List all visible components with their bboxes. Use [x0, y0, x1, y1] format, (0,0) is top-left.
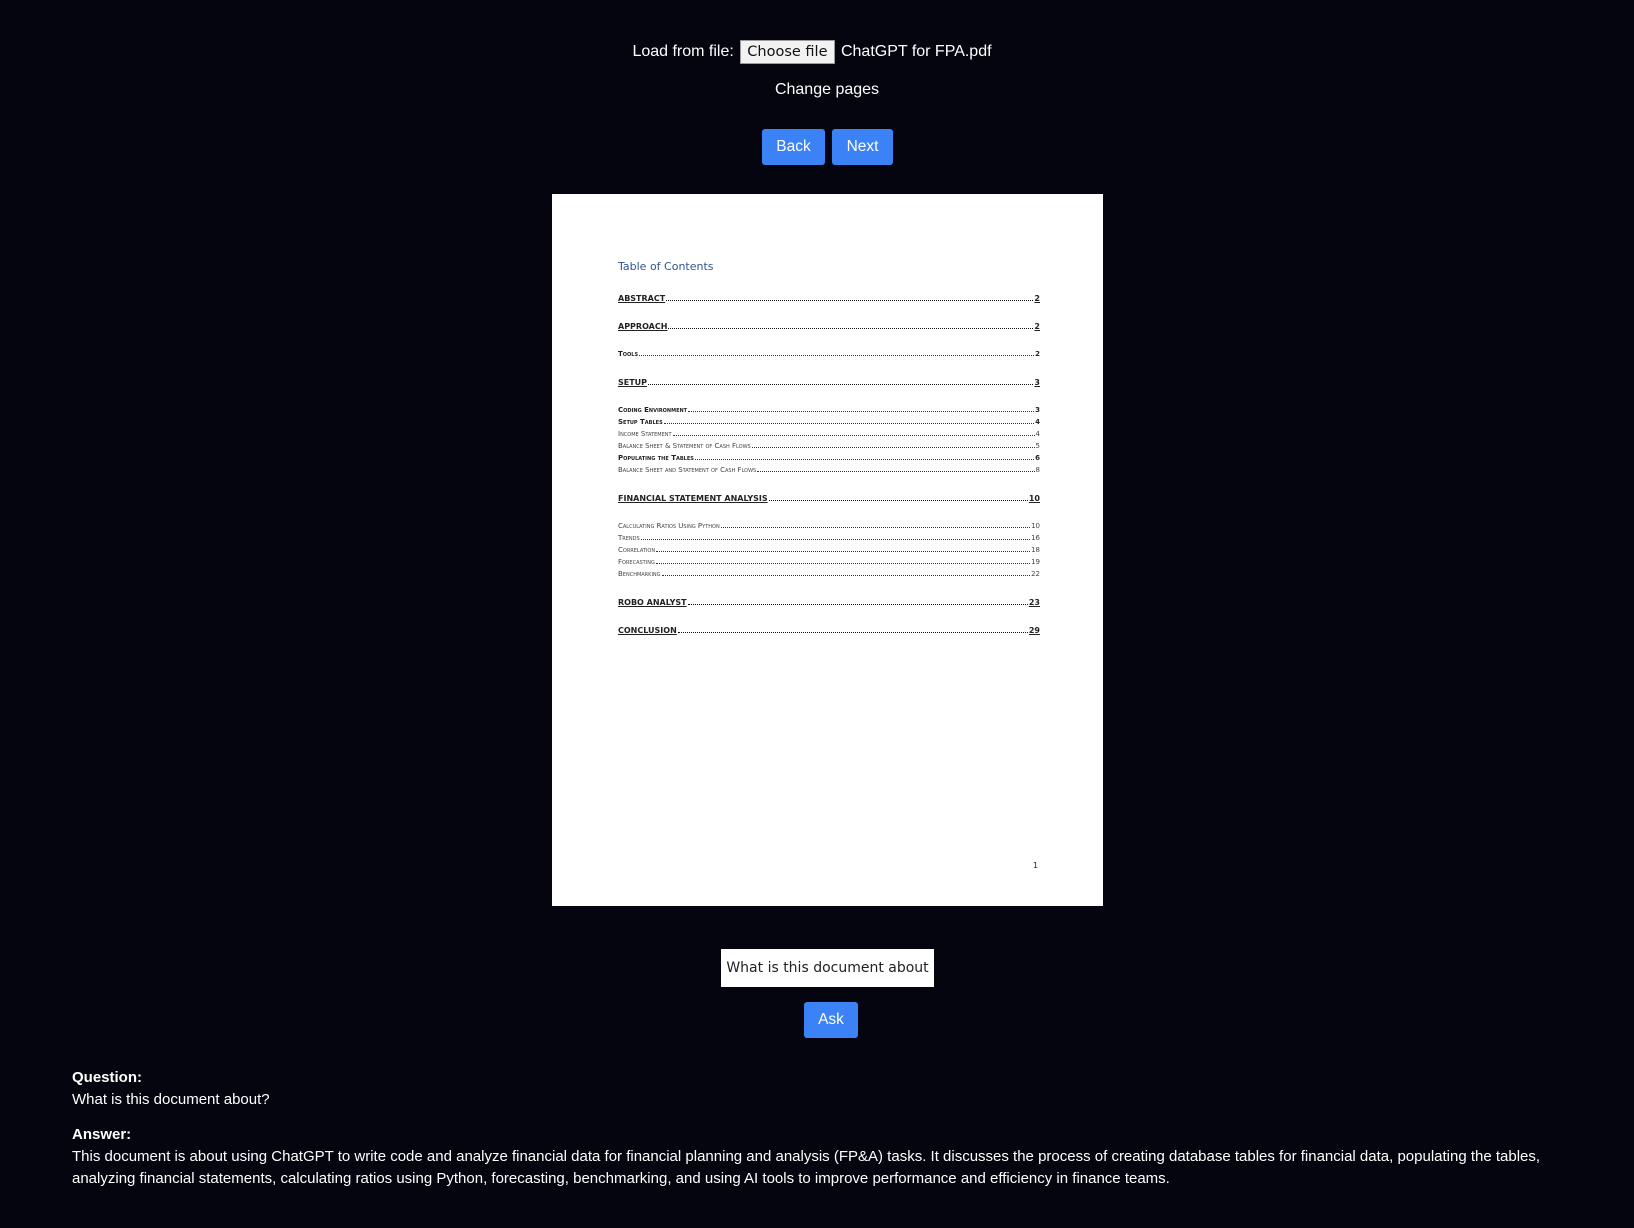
toc-entry	[618, 534, 1040, 542]
toc-entry-label: ROBO ANALYST	[618, 598, 687, 607]
toc-entry-page: 6	[1035, 454, 1040, 462]
toc-entry	[618, 406, 1040, 414]
toc-entry-label: Correlation	[618, 546, 656, 554]
selected-file-name: ChatGPT for FPA.pdf	[840, 43, 992, 60]
toc-entry-page: 5	[1035, 442, 1040, 450]
toc-entry-label: Calculating Ratios Using Python	[618, 522, 720, 530]
toc-entry-page: 10	[1031, 522, 1040, 530]
back-button[interactable]: Back	[762, 129, 825, 165]
toc-entry	[618, 322, 1040, 331]
question-section	[72, 1067, 1592, 1111]
page-number: 1	[1033, 861, 1039, 870]
toc-entry	[618, 442, 1040, 450]
toc-entry-label: ABSTRACT	[618, 294, 666, 303]
toc-entry	[618, 418, 1040, 426]
toc-entry	[618, 494, 1040, 503]
toc-entry-page: 2	[1035, 350, 1040, 358]
toc-entry	[618, 546, 1040, 554]
question-input[interactable]	[721, 949, 934, 987]
toc-entry-label: CONCLUSION	[618, 626, 677, 635]
toc-entry-label: Balance Sheet & Statement of Cash Flows	[618, 442, 751, 450]
toc-entry-label: Income Statement	[618, 430, 672, 438]
toc-entry-page: 23	[1028, 598, 1040, 607]
toc-entry	[618, 466, 1040, 474]
toc-entry-page: 4	[1035, 418, 1040, 426]
question-heading: Question:	[72, 1069, 142, 1086]
toc-entry	[618, 350, 1040, 358]
ask-button[interactable]: Ask	[804, 1002, 858, 1038]
toc-entry-page: 3	[1034, 378, 1040, 387]
pdf-page-view	[552, 194, 1103, 906]
toc-entry	[618, 598, 1040, 607]
toc-entry-label: FINANCIAL STATEMENT ANALYSIS	[618, 494, 768, 503]
toc-entry-page: 19	[1031, 558, 1040, 566]
toc-entry	[618, 454, 1040, 462]
toc-entry-label: Balance Sheet and Statement of Cash Flows	[618, 466, 757, 474]
toc-entry	[618, 570, 1040, 578]
toc-entry-label: Coding Environment	[618, 406, 688, 414]
toc-entry	[618, 626, 1040, 635]
choose-file-button[interactable]: Choose file	[740, 40, 834, 64]
toc-entry-label: APPROACH	[618, 322, 668, 331]
toc-entry-page: 29	[1028, 626, 1040, 635]
toc-entry-label: Benchmarking	[618, 570, 661, 578]
answer-heading: Answer:	[72, 1126, 132, 1143]
toc-entry-page: 3	[1035, 406, 1040, 414]
answer-section	[72, 1124, 1592, 1190]
toc-entry	[618, 294, 1040, 303]
file-loader-label: Load from file:	[632, 43, 734, 60]
toc-entry-label: Trends	[618, 534, 640, 542]
toc-entry	[618, 430, 1040, 438]
toc-entry-label: Forecasting	[618, 558, 655, 566]
toc-entry-page: 2	[1034, 322, 1040, 331]
toc-entry-page: 22	[1031, 570, 1040, 578]
answer-text: This document is about using ChatGPT to write code and analyze financial data for financial planning and analysis (FP&A) tasks. It discusses the process of creating database tables for financial data, populating the tables, analyzing financial statements, calculating ratios using Python, forecasting, benchmarking, and using AI tools to improve performance and efficiency in finance teams.	[72, 1148, 1541, 1187]
toc-entry-page: 2	[1034, 294, 1040, 303]
toc-title: Table of Contents	[618, 260, 714, 273]
toc-entry-page: 4	[1035, 430, 1040, 438]
toc-entry-page: 8	[1035, 466, 1040, 474]
toc-entry-label: SETUP	[618, 378, 648, 387]
toc-entry	[618, 522, 1040, 530]
toc-entry-label: Populating the Tables	[618, 454, 694, 462]
toc-entry	[618, 378, 1040, 387]
file-loader	[0, 40, 1624, 64]
next-button[interactable]: Next	[832, 129, 893, 165]
toc-entry-page: 10	[1028, 494, 1040, 503]
toc-entry	[618, 558, 1040, 566]
toc-entry-page: 18	[1031, 546, 1040, 554]
change-pages-label: Change pages	[774, 81, 880, 98]
question-text: What is this document about?	[72, 1091, 270, 1108]
toc-entry-label: Setup Tables	[618, 418, 663, 426]
toc-entry-page: 16	[1031, 534, 1040, 542]
toc-entry-label: Tools	[618, 350, 639, 358]
